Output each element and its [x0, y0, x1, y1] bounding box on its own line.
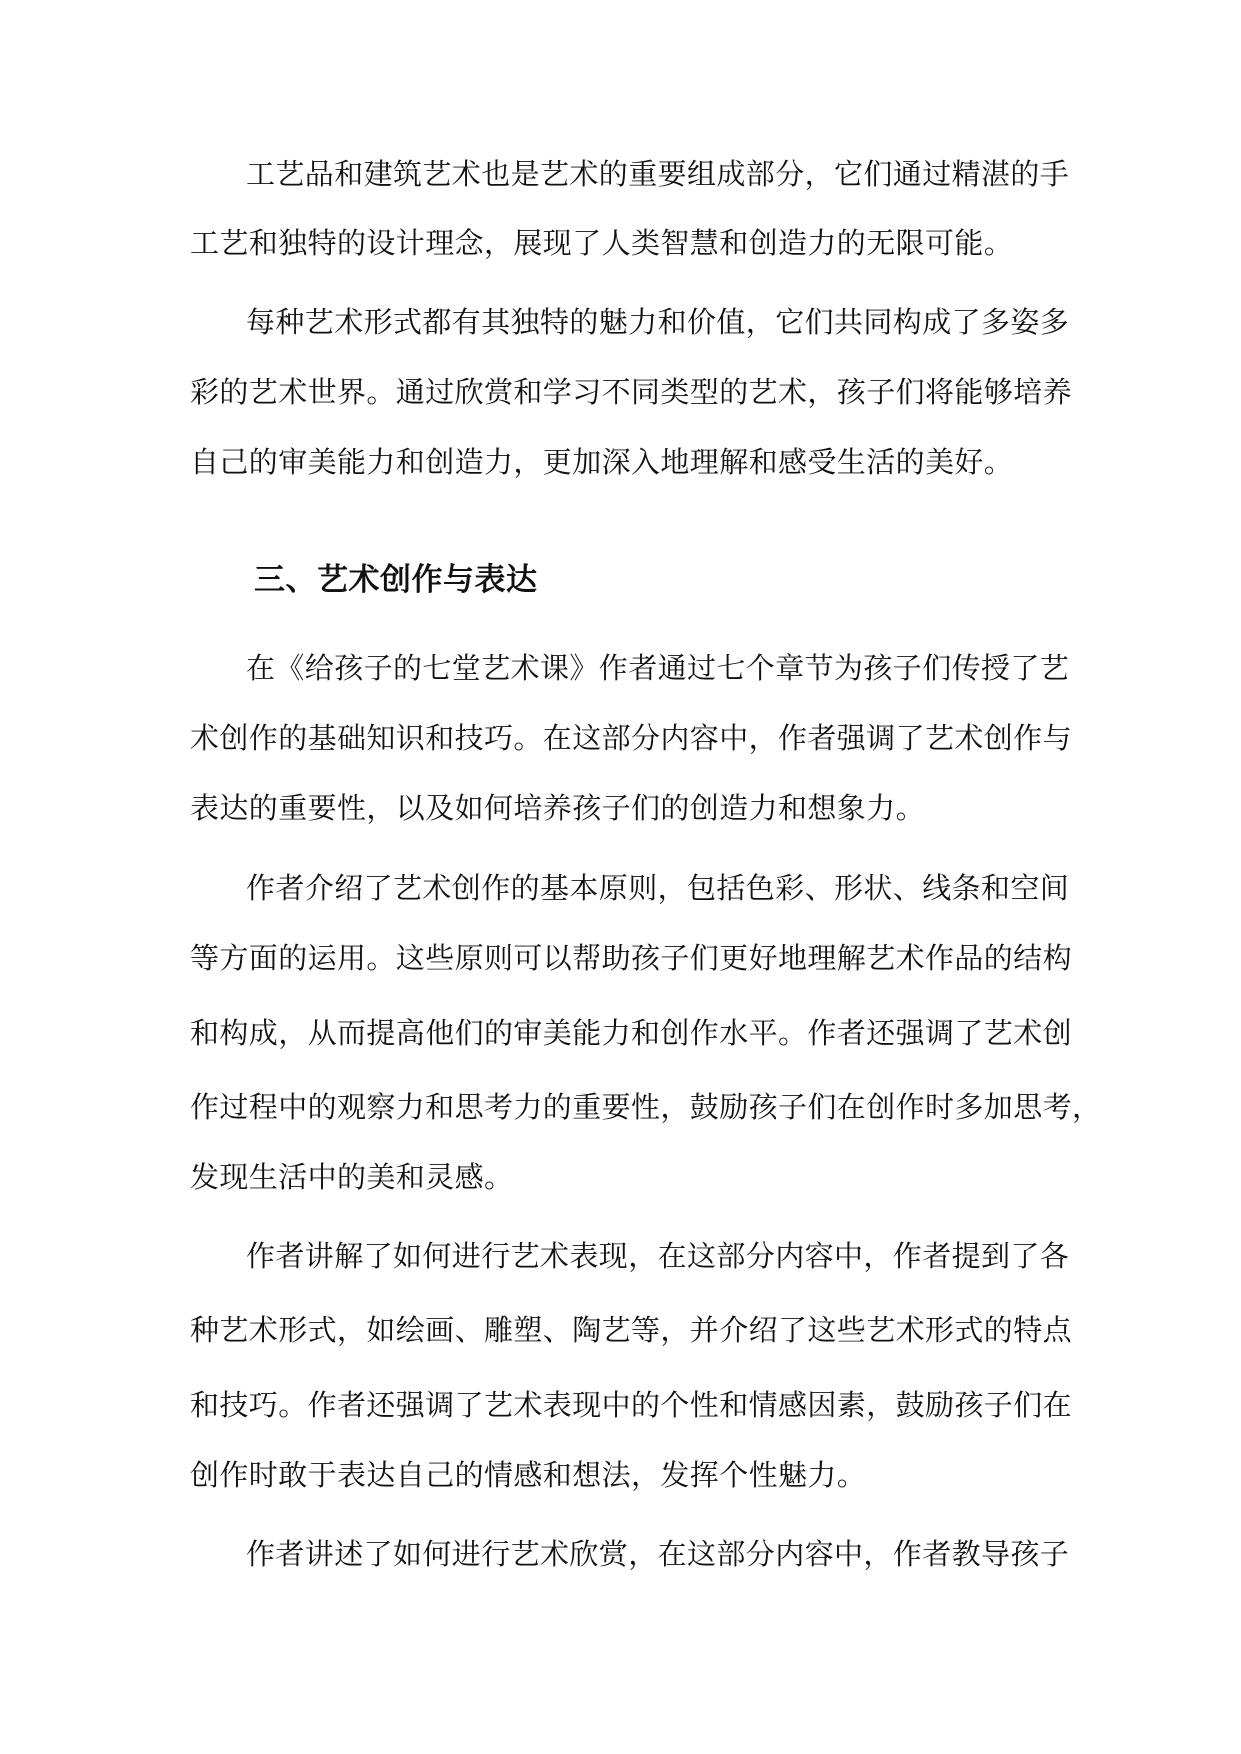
paragraph-line: 和技巧。作者还强调了艺术表现中的个性和情感因素，鼓励孩子们在 [190, 1388, 1073, 1422]
paragraph-line: 工艺品和建筑艺术也是艺术的重要组成部分，它们通过精湛的手 [246, 157, 1070, 191]
paragraph-line: 等方面的运用。这些原则可以帮助孩子们更好地理解艺术作品的结构 [190, 941, 1073, 975]
paragraph-line: 创作时敢于表达自己的情感和想法，发挥个性魅力。 [190, 1458, 867, 1492]
paragraph-line: 作过程中的观察力和思考力的重要性，鼓励孩子们在创作时多加思考， [190, 1090, 1102, 1124]
paragraph-line: 作者介绍了艺术创作的基本原则，包括色彩、形状、线条和空间 [246, 871, 1070, 905]
paragraph-line: 工艺和独特的设计理念，展现了人类智慧和创造力的无限可能。 [190, 226, 1014, 260]
paragraph-line: 和构成，从而提高他们的审美能力和创作水平。作者还强调了艺术创 [190, 1016, 1073, 1050]
paragraph-line: 在《给孩子的七堂艺术课》作者通过七个章节为孩子们传授了艺 [246, 651, 1070, 685]
paragraph-line: 种艺术形式，如绘画、雕塑、陶艺等，并介绍了这些艺术形式的特点 [190, 1313, 1073, 1347]
paragraph-line: 作者讲解了如何进行艺术表现，在这部分内容中，作者提到了各 [246, 1239, 1070, 1273]
paragraph-line: 表达的重要性，以及如何培养孩子们的创造力和想象力。 [190, 791, 926, 825]
paragraph-line: 作者讲述了如何进行艺术欣赏，在这部分内容中，作者教导孩子 [246, 1537, 1070, 1571]
paragraph-line: 彩的艺术世界。通过欣赏和学习不同类型的艺术，孩子们将能够培养 [190, 375, 1073, 409]
paragraph-line: 每种艺术形式都有其独特的魅力和价值，它们共同构成了多姿多 [246, 305, 1070, 339]
paragraph-line: 术创作的基础知识和技巧。在这部分内容中，作者强调了艺术创作与 [190, 721, 1073, 755]
paragraph-line: 自己的审美能力和创造力，更加深入地理解和感受生活的美好。 [190, 445, 1014, 479]
paragraph-line: 发现生活中的美和灵感。 [190, 1160, 514, 1194]
section-heading: 三、艺术创作与表达 [254, 562, 538, 598]
